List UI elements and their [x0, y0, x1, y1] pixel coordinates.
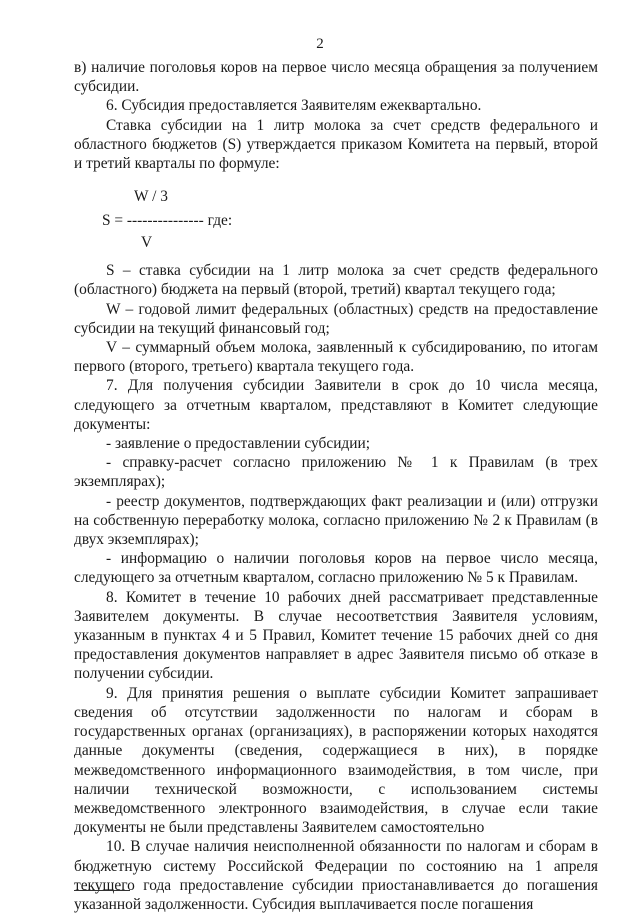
paragraph-7: 7. Для получения субсидии Заявители в срок до 10 числа месяца, следующего за отчетным кварталом, представляют в Комитет следующие документы: — [74, 377, 598, 433]
list-item: - реестр документов, подтверждающих факт реализации и (или) отгрузки на собственную переработку молока, согласно приложению № 2 к Правилам (в двух экземплярах); — [74, 492, 598, 549]
paragraph-8: 8. Комитет в течение 10 рабочих дней рассматривает представленные Заявителем документы. В случае несоответствия Заявителя условиям, указанным в пунктах 4 и 5 Правил, Комитет течение 15 рабочих дней со дня предоставления документов направляет в адрес Заявителя письмо об отказе в получении субсидии. — [74, 588, 598, 683]
footer-divider — [74, 890, 130, 891]
page-number: 2 — [316, 36, 324, 52]
formula — [74, 173, 598, 261]
definition-v: V – суммарный объем молока, заявленный к субсидированию, по итогам первого (второго, третьего) квартала текущего года. — [74, 339, 598, 376]
list-item: - справку-расчет согласно приложению № 1 к Правилам (в трех экземплярах); — [74, 454, 598, 491]
definition-s: S – ставка субсидии на 1 литр молока за счет средств федерального (областного) бюджета на первый (второй, третий) квартал текущего года; — [74, 262, 598, 299]
formula-line: S = --------------- где: — [102, 212, 233, 230]
paragraph-10: 10. В случае наличия неисполненной обязанности по налогам и сборам в бюджетную систему Российской Федерации по состоянию на 1 апреля текущего года предоставление субсидии приостанавливается до погашения указанной задолженности. Субсидия выплачивается после погашения — [74, 838, 598, 913]
paragraph-6: 6. Субсидия предоставляется Заявителям ежеквартально. — [106, 97, 482, 115]
list-item: - заявление о предоставлении субсидии; — [106, 435, 371, 453]
paragraph-9: 9. Для принятия решения о выплате субсидии Комитет запрашивает сведения об отсутствии задолженности по налогам и сборам в государственных органах (организациях), в распоряжении которых находятся данные документы (сведения, содержащиеся в них), в порядке межведомственного информационного взаимодействия, в том числе, при наличии технической возможности, с использованием системы межведомственного электронного взаимодействия, в случае если такие документы не были представлены Заявителем самостоятельно — [74, 684, 598, 837]
paragraph-v: в) наличие поголовья коров на первое число месяца обращения за получением субсидии. — [74, 59, 598, 96]
list-item: - информацию о наличии поголовья коров на первое число месяца, следующего за отчетным кварталом, согласно приложению № 5 к Правилам. — [74, 550, 598, 587]
formula-numerator: W / 3 — [134, 188, 168, 206]
paragraph-rate: Ставка субсидии на 1 литр молока за счет средств федерального и областного бюджетов (S) утверждается приказом Комитета на первый, второй и третий кварталы по формуле: — [74, 116, 598, 173]
definition-w: W – годовой лимит федеральных (областных) средств на предоставление субсидии на текущий финансовый год; — [74, 300, 598, 337]
document-body — [74, 58, 598, 914]
formula-denominator: V — [141, 234, 153, 252]
